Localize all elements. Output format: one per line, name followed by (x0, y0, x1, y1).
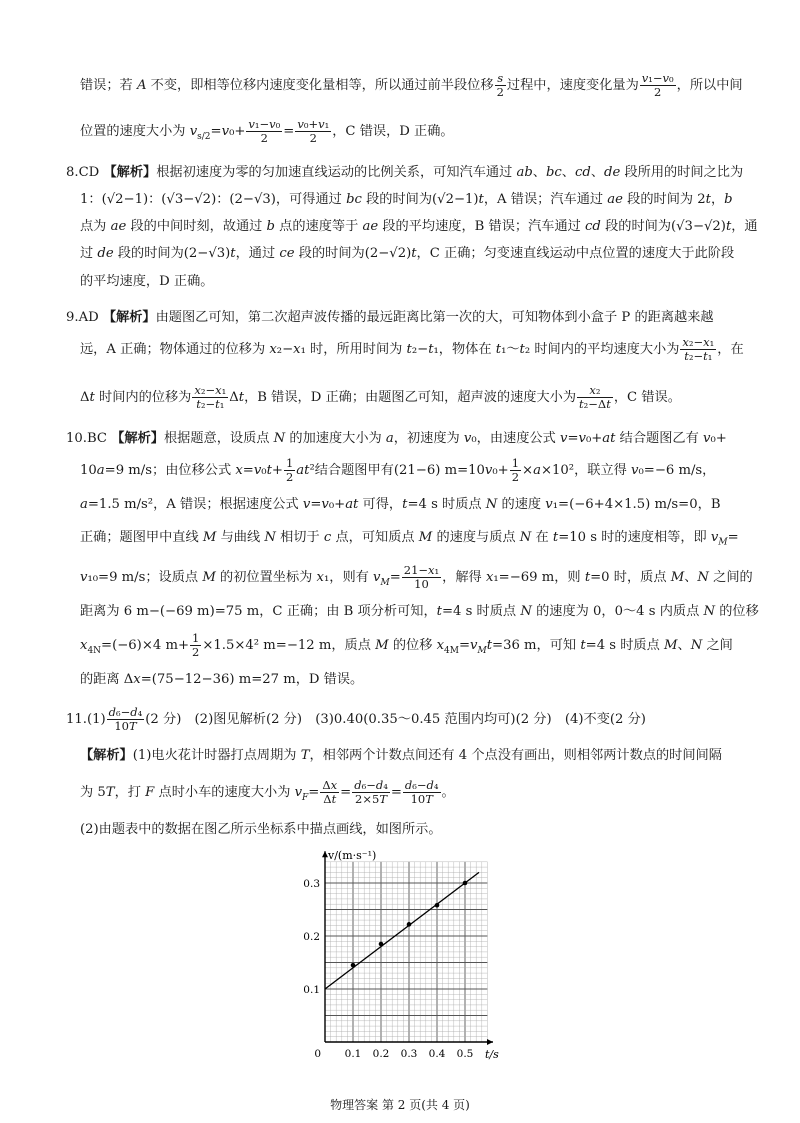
text-line-6: 过 de 段的时间为(2−√3)t，通过 ce 段的时间为(2−√2)t，C 正确；匀变速直线运动中点位置的速度大于此阶段 (80, 246, 735, 261)
text-line-4: 1：(√2−1)：(√3−√2)：(2−√3)，可得通过 bc 段的时间为(√2−1)t，A 错误；汽车通过 ae 段的时间为 2t，b (80, 192, 733, 207)
text-line-9: 远，A 正确；物体通过的位移为 x₂−x₁ 时，所用时间为 t₂−t₁，物体在 t₁～t₂ 时间内的平均速度大小为 $\frac{\text{x₂−x₁}}{\text{t₂−t₁}}$ ，在 (80, 335, 744, 364)
y-tick-label: 0.2 (303, 931, 320, 943)
text-line-7: 的平均速度，D 正确。 (80, 274, 214, 289)
x-tick-label: 0.2 (372, 1048, 390, 1060)
y-tick-label: 0.3 (303, 878, 320, 890)
origin-label: 0 (314, 1048, 321, 1060)
text-line-16: 距离为 6 m−(−69 m)=75 m，C 正确；由 B 项分析可知，t=4 s 时质点 N 的速度为 0，0～4 s 内质点 N 的位移 (80, 604, 759, 619)
text-line-15: v₁₀=9 m/s；设质点 M 的初位置坐标为 x₁，则有 $v_M=$ $\frac{\text{21−x₁}}{10}$ ，解得 x₁=−69 m，则 t=0 时，质点 M、N 之间的 (80, 563, 753, 592)
data-point (463, 881, 468, 886)
text-line-22: (2)由题表中的数据在图乙所示坐标系中描点画线，如图所示。 (80, 822, 442, 837)
text-line-21: 为 5T，打 F 点时小车的速度大小为 $v_F=$ $\frac{\Delta x}{\Delta t}$ = $\frac{\text{d₆−d₄}}{2\times 5T}$ = $\frac{\text{d₆−d₄}}{10T}$ 。 (80, 778, 455, 807)
text-line-10: Δt 时间内的位移为 $\frac{\text{x₂−x₁}}{\text{t₂−t₁}}$ Δt，B 错误，D 正确；由题图乙可知，超声波的速度大小为 $\frac{\text{x₂}}{\text{t₂−Δt}}$ ，C 错误。 (80, 383, 681, 412)
text-line-13: a=1.5 m/s²，A 错误；根据速度公式 v=v₀+at 可得，t=4 s 时质点 N 的速度 v₁=(−6+4×1.5) m/s=0，B (80, 497, 721, 512)
x-axis-arrow (487, 1039, 493, 1045)
text-line-3: 8.CD 【解析】根据初速度为零的匀加速直线运动的比例关系，可知汽车通过 ab、bc、cd、de 段所用的时间之比为 (66, 165, 744, 180)
data-point (407, 922, 412, 927)
text-line-14: 正确；题图甲中直线 M 与曲线 N 相切于 c 点，可知质点 M 的速度与质点 N 在 t=10 s 时的速度相等，即 $v_M=$ (80, 530, 739, 548)
text-line-1: 错误；若 A 不变，即相等位移内速度变化量相等，所以通过前半段位移 $\frac{s}{2}$ 过程中，速度变化量为 $\frac{\text{v₁−v₀}}{2}$ ，所以中间 (80, 71, 743, 100)
text-line-20: 【解析】(1)电火花计时器打点周期为 T，相邻两个计数点间还有 4 个点没有画出，则相邻两计数点的时间间隔 (80, 748, 722, 763)
x-tick-label: 0.1 (344, 1048, 362, 1060)
text-line-5: 点为 ae 段的中间时刻，故通过 b 点的速度等于 ae 段的平均速度，B 错误；汽车通过 cd 段的时间为(√3−√2)t，通 (80, 219, 758, 234)
y-tick-label: 0.1 (303, 984, 320, 996)
y-axis-label: v/(m·s⁻¹) (328, 849, 377, 863)
text-line-19: 11.(1) $\frac{\text{d₆−d₄}}{10T}$ (2 分) (2)图见解析(2 分) (3)0.40(0.35～0.45 范围内均可)(2 分) (4)不变(2 分) (66, 705, 646, 734)
text-line-8: 9.AD 【解析】由题图乙可知，第二次超声波传播的最远距离比第一次的大，可知物体到小盒子 P 的距离越来越 (66, 310, 714, 325)
velocity-time-chart (300, 840, 530, 1065)
x-tick-label: 0.3 (400, 1048, 418, 1060)
data-point (351, 963, 356, 968)
data-point (435, 903, 440, 908)
x-tick-label: 0.5 (456, 1048, 474, 1060)
x-tick-label: 0.4 (428, 1048, 446, 1060)
text-line-17: $x_{4N}=(-6)\times 4$ m+ $\frac{1}{2}$ ×1.5×4² m=−12 m，质点 M 的位移 $x_{4M}=v_Mt=36$ m，可知 t=4 s 时质点 M、N 之间 (80, 631, 733, 660)
text-line-12: 10a=9 m/s；由位移公式 x=v₀t+ $\frac{1}{2}$ at²结合题图甲有(21−6) m=10v₀+ $\frac{1}{2}$ ×a×10²，联立得 v₀=−6 m/s， (80, 456, 716, 485)
text-line-11: 10.BC 【解析】根据题意，设质点 N 的加速度大小为 a，初速度为 v₀，由速度公式 v=v₀+at 结合题图乙有 v₀+ (66, 431, 727, 446)
text-line-18: 的距离 Δx=(75−12−36) m=27 m，D 错误。 (80, 672, 364, 687)
x-axis-label: t/s (485, 1048, 499, 1061)
page-footer: 物理答案 第 2 页(共 4 页) (330, 1098, 470, 1112)
data-point (379, 942, 384, 947)
text-line-2: 位置的速度大小为 $v_{s/2}=v_0+$ $\frac{\text{v₁−v₀}}{2}$ = $\frac{\text{v₀+v₁}}{2}$ ，C 错误，D 正确。 (80, 117, 454, 146)
